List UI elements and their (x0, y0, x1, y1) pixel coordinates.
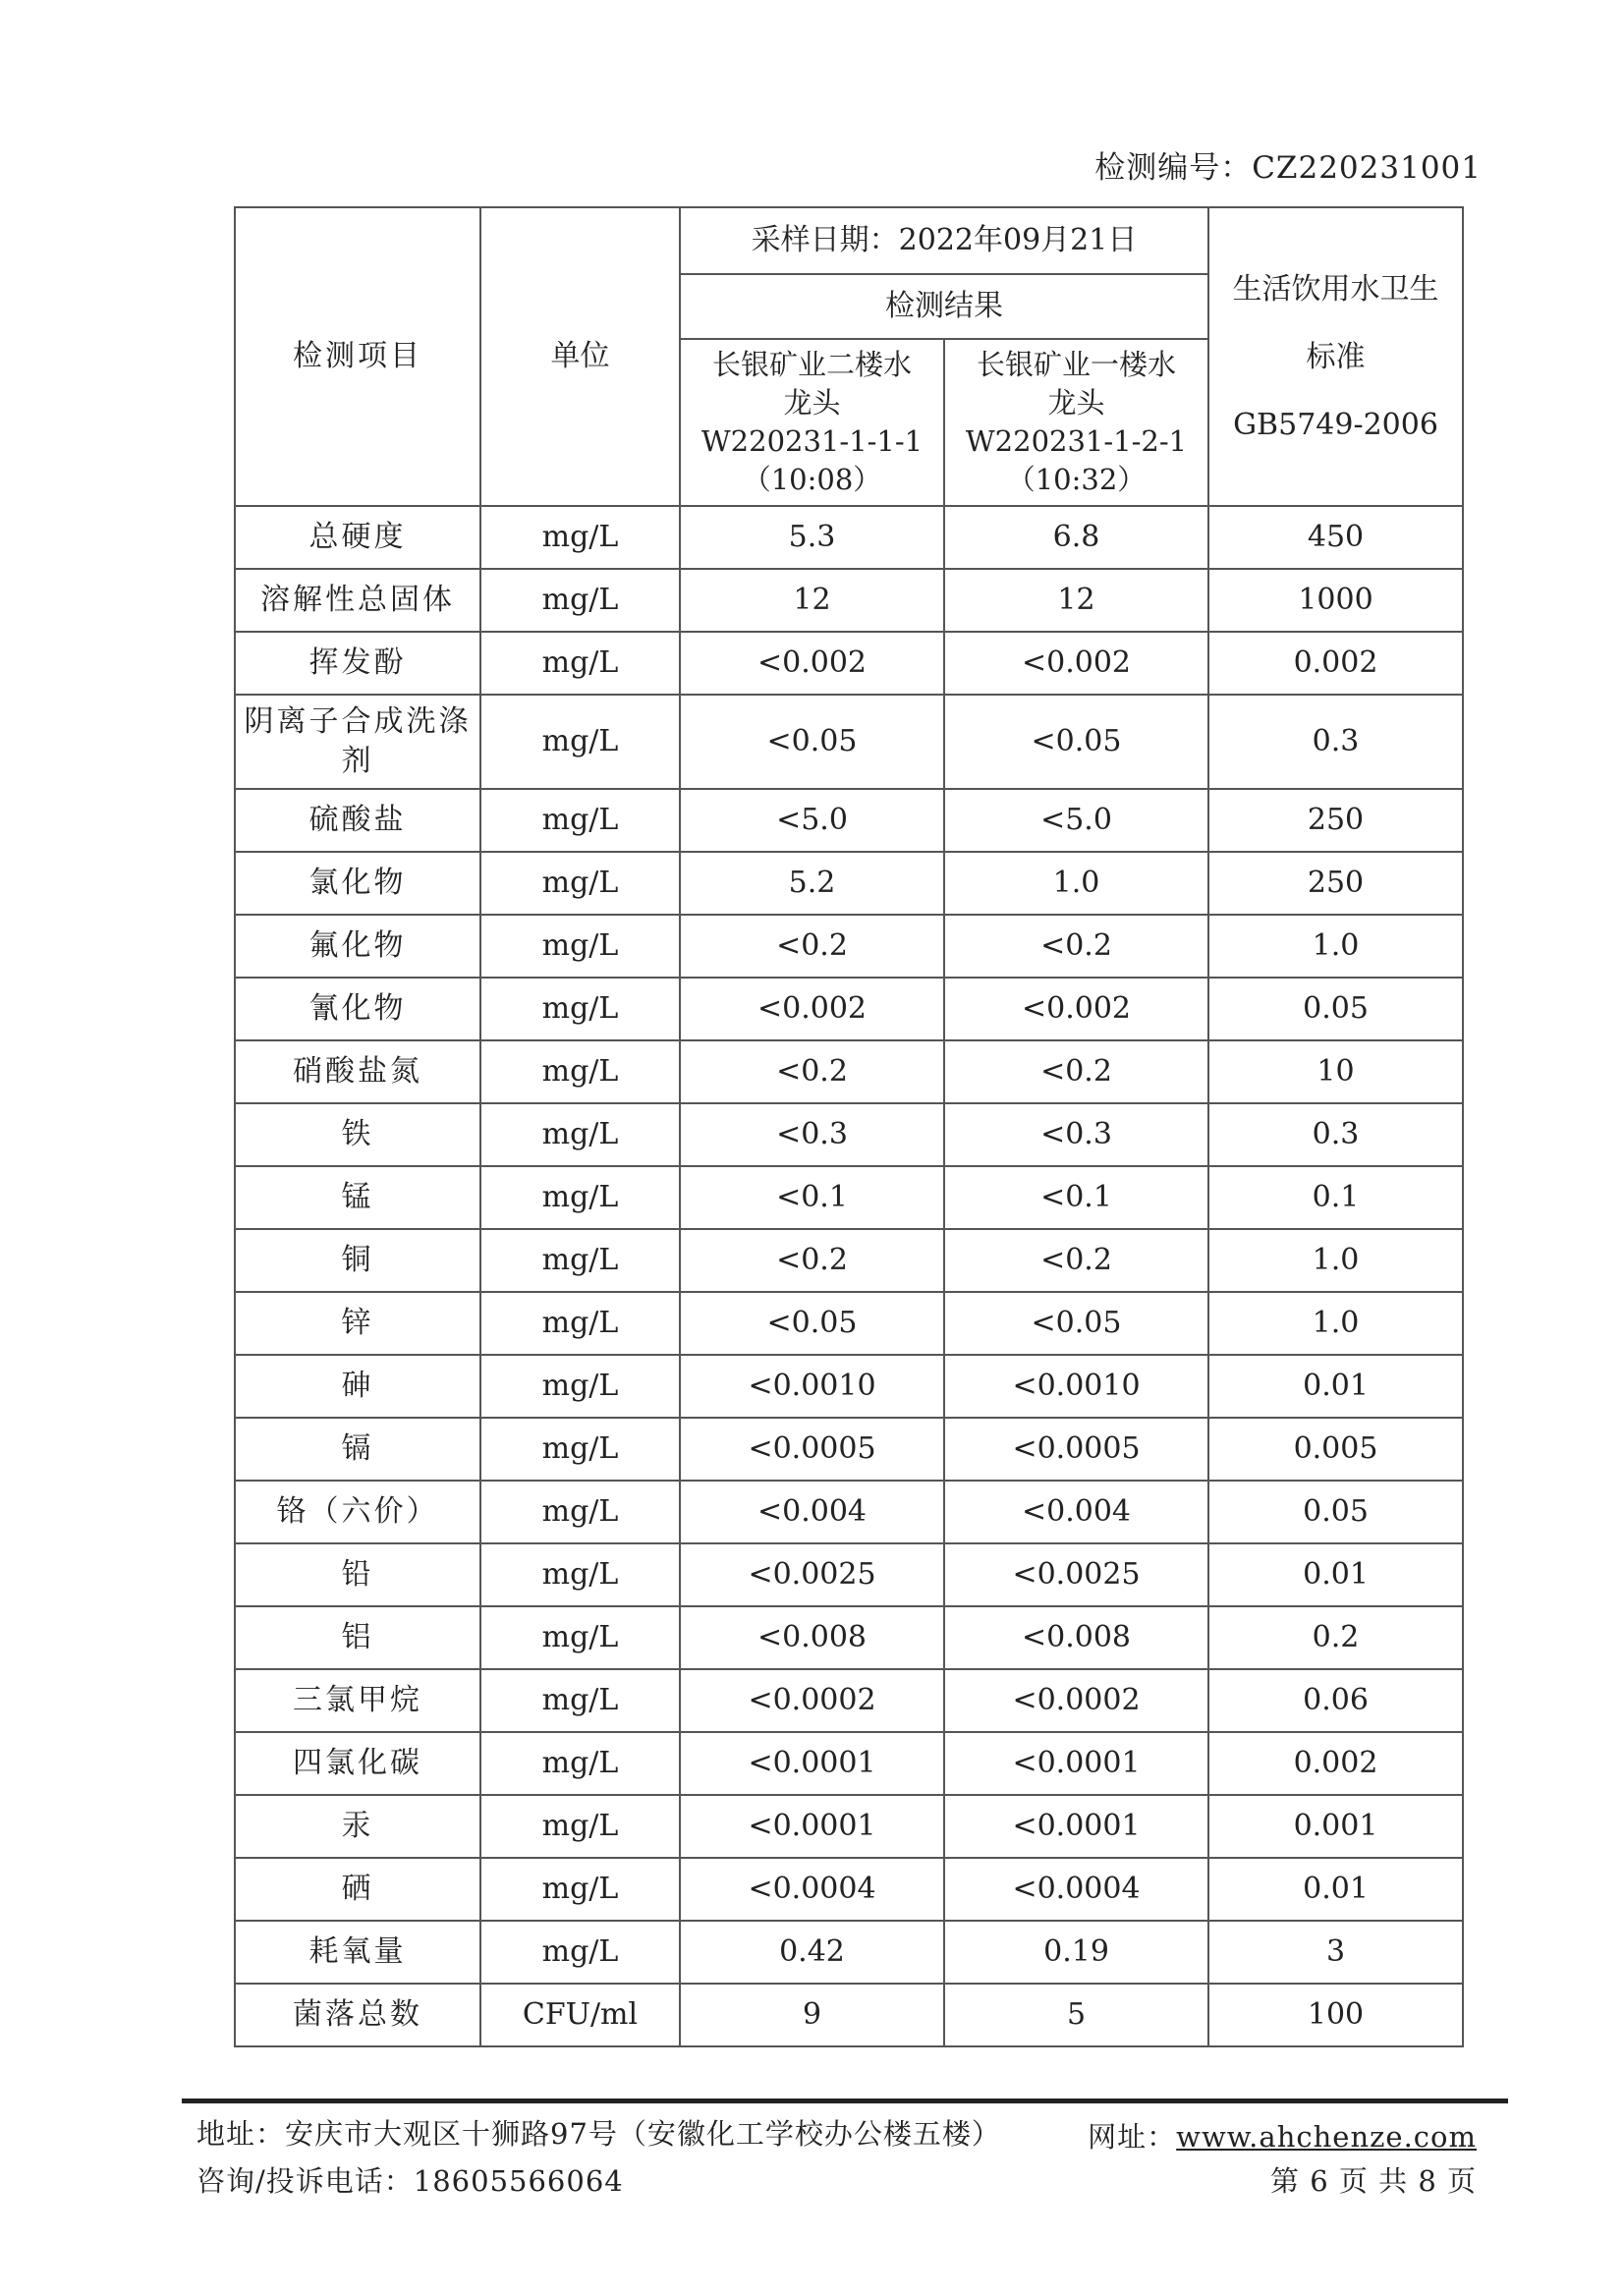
standard-cell: 0.01 (1208, 1543, 1463, 1606)
sample-line: W220231-1-1-1 (700, 424, 924, 458)
item-cell: 总硬度 (235, 506, 480, 569)
result-1-cell: <0.0001 (680, 1732, 944, 1795)
result-2-cell: <0.0001 (944, 1732, 1208, 1795)
result-1-cell: <0.002 (680, 632, 944, 695)
result-1-cell: <0.0025 (680, 1543, 944, 1606)
standard-cell: 0.002 (1208, 632, 1463, 695)
result-2-cell: <0.0005 (944, 1418, 1208, 1481)
header-result: 检测结果 (680, 274, 1208, 339)
result-2-cell: <0.2 (944, 1229, 1208, 1292)
table-row (235, 1669, 1463, 1732)
result-2-cell: 5 (944, 1984, 1208, 2046)
result-2-cell: 0.19 (944, 1921, 1208, 1984)
result-1-cell: <0.0001 (680, 1795, 944, 1858)
item-cell: 锰 (235, 1166, 480, 1229)
result-2-cell: 1.0 (944, 852, 1208, 915)
unit-cell: mg/L (480, 1606, 680, 1669)
standard-cell: 1000 (1208, 569, 1463, 632)
table-row (235, 1481, 1463, 1543)
item-cell: 硒 (235, 1858, 480, 1921)
result-1-cell: <0.05 (680, 695, 944, 789)
sample-line: 龙头 (783, 385, 841, 420)
item-cell: 铜 (235, 1229, 480, 1292)
header-unit: 单位 (480, 207, 680, 506)
item-cell: 溶解性总固体 (235, 569, 480, 632)
table-row (235, 1418, 1463, 1481)
result-2-cell: <0.0002 (944, 1669, 1208, 1732)
table-row (235, 1543, 1463, 1606)
report-number: 检测编号：CZ220231001 (1094, 150, 1482, 186)
item-cell: 铬（六价） (235, 1481, 480, 1543)
item-cell: 铝 (235, 1606, 480, 1669)
table-row (235, 1229, 1463, 1292)
result-1-cell: <0.05 (680, 1292, 944, 1355)
header-sample-2 (944, 339, 1208, 506)
table-row (235, 1732, 1463, 1795)
result-1-cell: 9 (680, 1984, 944, 2046)
table-row (235, 1921, 1463, 1984)
unit-cell: mg/L (480, 1292, 680, 1355)
item-cell: 三氯甲烷 (235, 1669, 480, 1732)
standard-cell: 3 (1208, 1921, 1463, 1984)
sample-line: 长银矿业一楼水 (977, 347, 1177, 381)
result-1-cell: <0.0004 (680, 1858, 944, 1921)
standard-cell: 10 (1208, 1040, 1463, 1103)
footer-address: 地址：安庆市大观区十狮路97号（安徽化工学校办公楼五楼） (196, 2117, 1001, 2151)
item-cell: 菌落总数 (235, 1984, 480, 2046)
item-cell: 锌 (235, 1292, 480, 1355)
result-1-cell: <0.008 (680, 1606, 944, 1669)
test-results-table (234, 206, 1464, 2047)
standard-cell: 0.05 (1208, 1481, 1463, 1543)
item-cell: 阴离子合成洗涤剂 (235, 695, 480, 789)
item-cell: 耗氧量 (235, 1921, 480, 1984)
item-cell: 氯化物 (235, 852, 480, 915)
unit-cell: mg/L (480, 789, 680, 852)
result-1-cell: 0.42 (680, 1921, 944, 1984)
table-row (235, 1795, 1463, 1858)
standard-cell: 250 (1208, 789, 1463, 852)
result-2-cell: <0.002 (944, 632, 1208, 695)
table-row (235, 1292, 1463, 1355)
item-cell: 硝酸盐氮 (235, 1040, 480, 1103)
item-cell: 铁 (235, 1103, 480, 1166)
sample-line: （10:08） (742, 463, 882, 497)
result-2-cell: <0.002 (944, 978, 1208, 1040)
standard-cell: 0.06 (1208, 1669, 1463, 1732)
item-cell: 挥发酚 (235, 632, 480, 695)
result-2-cell: <0.2 (944, 915, 1208, 978)
standard-cell: 1.0 (1208, 915, 1463, 978)
item-cell: 氟化物 (235, 915, 480, 978)
result-1-cell: 5.2 (680, 852, 944, 915)
table-row (235, 789, 1463, 852)
result-2-cell: <0.3 (944, 1103, 1208, 1166)
sample-line: 长银矿业二楼水 (711, 347, 912, 381)
result-1-cell: 12 (680, 569, 944, 632)
result-1-cell: <5.0 (680, 789, 944, 852)
standard-cell: 0.3 (1208, 695, 1463, 789)
standard-cell: 100 (1208, 1984, 1463, 2046)
unit-cell: CFU/ml (480, 1984, 680, 2046)
table-row (235, 632, 1463, 695)
unit-cell: mg/L (480, 852, 680, 915)
unit-cell: mg/L (480, 1669, 680, 1732)
header-sample-1 (680, 339, 944, 506)
header-standard-line: GB5749-2006 (1233, 407, 1438, 442)
unit-cell: mg/L (480, 1921, 680, 1984)
standard-cell: 0.002 (1208, 1732, 1463, 1795)
unit-cell: mg/L (480, 1355, 680, 1418)
footer-phone: 咨询/投诉电话：18605566064 (196, 2164, 624, 2198)
standard-cell: 250 (1208, 852, 1463, 915)
website-label: 网址： (1088, 2120, 1177, 2154)
table-row (235, 852, 1463, 915)
item-cell: 四氯化碳 (235, 1732, 480, 1795)
result-2-cell: <0.2 (944, 1040, 1208, 1103)
sample-line: W220231-1-2-1 (965, 424, 1188, 458)
table-row (235, 1355, 1463, 1418)
standard-cell: 0.01 (1208, 1858, 1463, 1921)
result-1-cell: <0.004 (680, 1481, 944, 1543)
table-row (235, 506, 1463, 569)
result-1-cell: <0.1 (680, 1166, 944, 1229)
item-cell: 硫酸盐 (235, 789, 480, 852)
footer-divider (182, 2099, 1508, 2103)
item-cell: 汞 (235, 1795, 480, 1858)
unit-cell: mg/L (480, 695, 680, 789)
result-2-cell: <0.008 (944, 1606, 1208, 1669)
result-1-cell: <0.002 (680, 978, 944, 1040)
result-2-cell: <5.0 (944, 789, 1208, 852)
result-2-cell: <0.05 (944, 695, 1208, 789)
result-2-cell: <0.004 (944, 1481, 1208, 1543)
website-link[interactable]: www.ahchenze.com (1176, 2120, 1477, 2154)
result-1-cell: <0.2 (680, 1040, 944, 1103)
standard-cell: 0.001 (1208, 1795, 1463, 1858)
result-2-cell: 6.8 (944, 506, 1208, 569)
table-row (235, 569, 1463, 632)
item-cell: 氰化物 (235, 978, 480, 1040)
result-2-cell: <0.1 (944, 1166, 1208, 1229)
standard-cell: 0.3 (1208, 1103, 1463, 1166)
unit-cell: mg/L (480, 1795, 680, 1858)
table-row (235, 1103, 1463, 1166)
unit-cell: mg/L (480, 1166, 680, 1229)
unit-cell: mg/L (480, 1103, 680, 1166)
unit-cell: mg/L (480, 1858, 680, 1921)
header-row (235, 207, 1463, 274)
table-row (235, 1166, 1463, 1229)
header-standard-line: 标准 (1306, 339, 1366, 374)
header-standard-line: 生活饮用水卫生 (1232, 271, 1439, 307)
footer-page-number: 第 6 页 共 8 页 (1270, 2164, 1477, 2198)
table-row (235, 1984, 1463, 2046)
result-2-cell: 12 (944, 569, 1208, 632)
unit-cell: mg/L (480, 1543, 680, 1606)
unit-cell: mg/L (480, 569, 680, 632)
unit-cell: mg/L (480, 632, 680, 695)
table-row (235, 1858, 1463, 1921)
result-1-cell: <0.3 (680, 1103, 944, 1166)
standard-cell: 450 (1208, 506, 1463, 569)
result-1-cell: <0.0002 (680, 1669, 944, 1732)
standard-cell: 0.05 (1208, 978, 1463, 1040)
table-row (235, 915, 1463, 978)
result-2-cell: <0.0010 (944, 1355, 1208, 1418)
standard-cell: 0.1 (1208, 1166, 1463, 1229)
unit-cell: mg/L (480, 1229, 680, 1292)
footer-website (1088, 2115, 1477, 2155)
unit-cell: mg/L (480, 506, 680, 569)
unit-cell: mg/L (480, 1481, 680, 1543)
table-row (235, 695, 1463, 789)
table-row (235, 1040, 1463, 1103)
result-1-cell: <0.2 (680, 1229, 944, 1292)
result-2-cell: <0.05 (944, 1292, 1208, 1355)
table-row (235, 978, 1463, 1040)
unit-cell: mg/L (480, 1418, 680, 1481)
result-2-cell: <0.0004 (944, 1858, 1208, 1921)
item-cell: 砷 (235, 1355, 480, 1418)
result-1-cell: <0.0005 (680, 1418, 944, 1481)
item-cell: 镉 (235, 1418, 480, 1481)
standard-cell: 0.2 (1208, 1606, 1463, 1669)
result-1-cell: <0.2 (680, 915, 944, 978)
unit-cell: mg/L (480, 1040, 680, 1103)
header-item: 检测项目 (235, 207, 480, 506)
standard-cell: 0.005 (1208, 1418, 1463, 1481)
unit-cell: mg/L (480, 978, 680, 1040)
header-sampling-date: 采样日期：2022年09月21日 (680, 207, 1208, 274)
sample-line: （10:32） (1006, 463, 1147, 497)
standard-cell: 1.0 (1208, 1292, 1463, 1355)
header-standard (1208, 207, 1463, 506)
result-1-cell: 5.3 (680, 506, 944, 569)
result-2-cell: <0.0001 (944, 1795, 1208, 1858)
unit-cell: mg/L (480, 1732, 680, 1795)
sample-line: 龙头 (1047, 385, 1105, 420)
item-cell: 铅 (235, 1543, 480, 1606)
standard-cell: 1.0 (1208, 1229, 1463, 1292)
table-row (235, 1606, 1463, 1669)
unit-cell: mg/L (480, 915, 680, 978)
result-2-cell: <0.0025 (944, 1543, 1208, 1606)
result-1-cell: <0.0010 (680, 1355, 944, 1418)
standard-cell: 0.01 (1208, 1355, 1463, 1418)
